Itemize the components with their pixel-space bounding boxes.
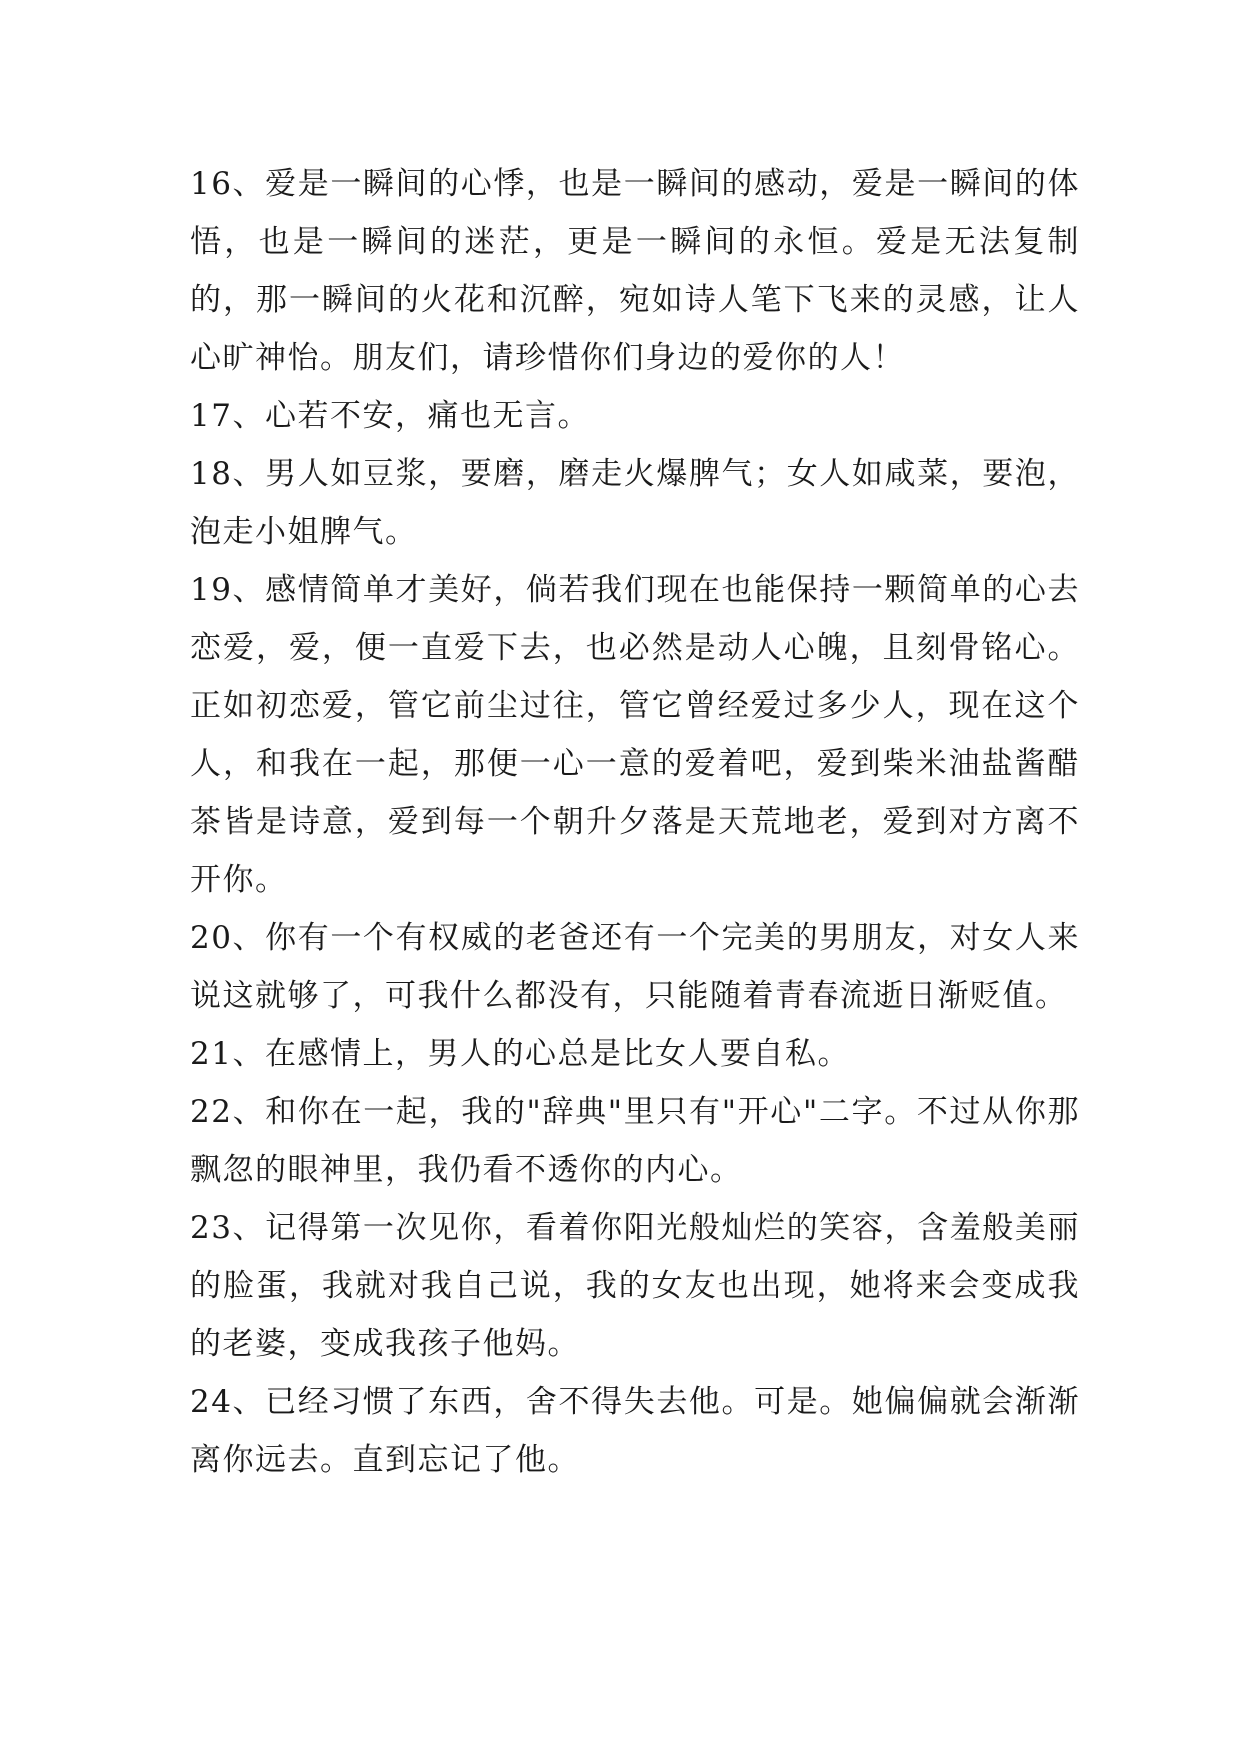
paragraph-20: 20、你有一个有权威的老爸还有一个完美的男朋友，对女人来说这就够了，可我什么都没有，只能随着青春流逝日渐贬值。 <box>190 920 1080 1014</box>
paragraph-19: 19、感情简单才美好，倘若我们现在也能保持一颗简单的心去恋爱，爱，便一直爱下去，也必然是动人心魄，且刻骨铭心。正如初恋爱，管它前尘过往，管它曾经爱过多少人，现在这个人，和我在一起，那便一心一意的爱着吧，爱到柴米油盐酱醋茶皆是诗意，爱到每一个朝升夕落是天荒地老，爱到对方离不开你。 <box>190 572 1080 898</box>
paragraph-17: 17、心若不安，痛也无言。 <box>190 398 590 434</box>
paragraph-24: 24、已经习惯了东西，舍不得失去他。可是。她偏偏就会渐渐离你远去。直到忘记了他。 <box>190 1384 1080 1478</box>
paragraph-21: 21、在感情上，男人的心总是比女人要自私。 <box>190 1036 850 1072</box>
paragraph-22: 22、和你在一起，我的"辞典"里只有"开心"二字。不过从你那飘忽的眼神里，我仍看不透你的内心。 <box>190 1094 1080 1188</box>
paragraph-16: 16、爱是一瞬间的心悸，也是一瞬间的感动，爱是一瞬间的体悟，也是一瞬间的迷茫，更是一瞬间的永恒。爱是无法复制的，那一瞬间的火花和沉醉，宛如诗人笔下飞来的灵感，让人心旷神怡。朋友们，请珍惜你们身边的爱你的人！ <box>190 166 1080 376</box>
paragraph-18: 18、男人如豆浆，要磨，磨走火爆脾气；女人如咸菜，要泡，泡走小姐脾气。 <box>190 456 1080 550</box>
document-body <box>190 155 1080 1489</box>
paragraph-23: 23、记得第一次见你，看着你阳光般灿烂的笑容，含羞般美丽的脸蛋，我就对我自己说，我的女友也出现，她将来会变成我的老婆，变成我孩子他妈。 <box>190 1210 1080 1362</box>
